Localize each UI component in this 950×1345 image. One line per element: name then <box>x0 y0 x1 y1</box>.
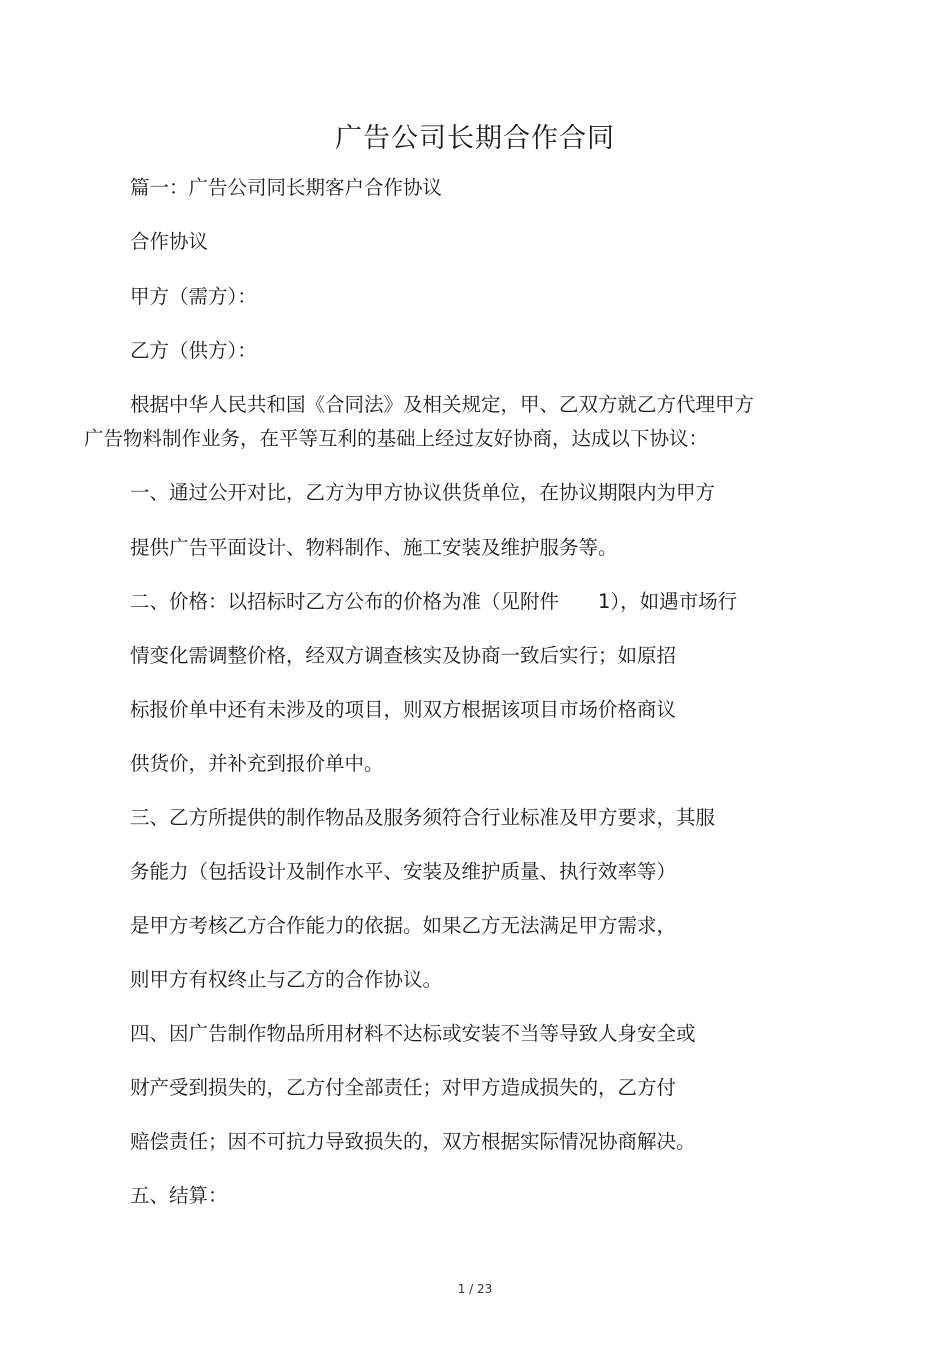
preamble-line-1: 根据中华人民共和国《合同法》及相关规定，甲、乙双方就乙方代理甲方 <box>130 393 755 416</box>
clause-1-line-2: 提供广告平面设计、物料制作、施工安装及维护服务等。 <box>130 536 618 559</box>
clause-3-line-4: 则甲方有权终止与乙方的合作协议。 <box>130 968 443 991</box>
subheading-agreement: 合作协议 <box>130 230 209 253</box>
clause-2-line-2: 情变化需调整价格，经双方调查核实及协商一致后实行；如原招 <box>130 644 677 667</box>
clause-2-line-4: 供货价，并补充到报价单中。 <box>130 752 384 775</box>
section-heading-1: 篇一：广告公司同长期客户合作协议 <box>130 176 443 199</box>
clause-3-line-3: 是甲方考核乙方合作能力的依据。如果乙方无法满足甲方需求， <box>130 914 677 937</box>
clause-5-heading: 五、结算： <box>130 1184 228 1207</box>
clause-3-line-1: 三、乙方所提供的制作物品及服务须符合行业标准及甲方要求，其服 <box>130 806 716 829</box>
clause-2-line-1: 二、价格：以招标时乙方公布的价格为准（见附件 1），如遇市场行 <box>130 590 738 613</box>
clause-4-line-1: 四、因广告制作物品所用材料不达标或安装不当等导致人身安全或 <box>130 1022 696 1045</box>
clause-1-line-1: 一、通过公开对比，乙方为甲方协议供货单位，在协议期限内为甲方 <box>130 481 716 504</box>
party-a-line: 甲方（需方）： <box>130 285 257 308</box>
clause-4-line-2: 财产受到损失的，乙方付全部责任；对甲方造成损失的，乙方付 <box>130 1076 677 1099</box>
party-b-line: 乙方（供方）： <box>130 339 257 362</box>
clause-2-line-3: 标报价单中还有未涉及的项目，则双方根据该项目市场价格商议 <box>130 698 677 721</box>
page-indicator: 1 / 23 <box>457 1282 493 1296</box>
preamble-line-2: 广告物料制作业务，在平等互利的基础上经过友好协商，达成以下协议： <box>84 427 709 450</box>
document-title: 广告公司长期合作合同 <box>335 123 615 154</box>
clause-4-line-3: 赔偿责任；因不可抗力导致损失的，双方根据实际情况协商解决。 <box>130 1130 696 1153</box>
clause-3-line-2: 务能力（包括设计及制作水平、安装及维护质量、执行效率等） <box>130 860 677 883</box>
